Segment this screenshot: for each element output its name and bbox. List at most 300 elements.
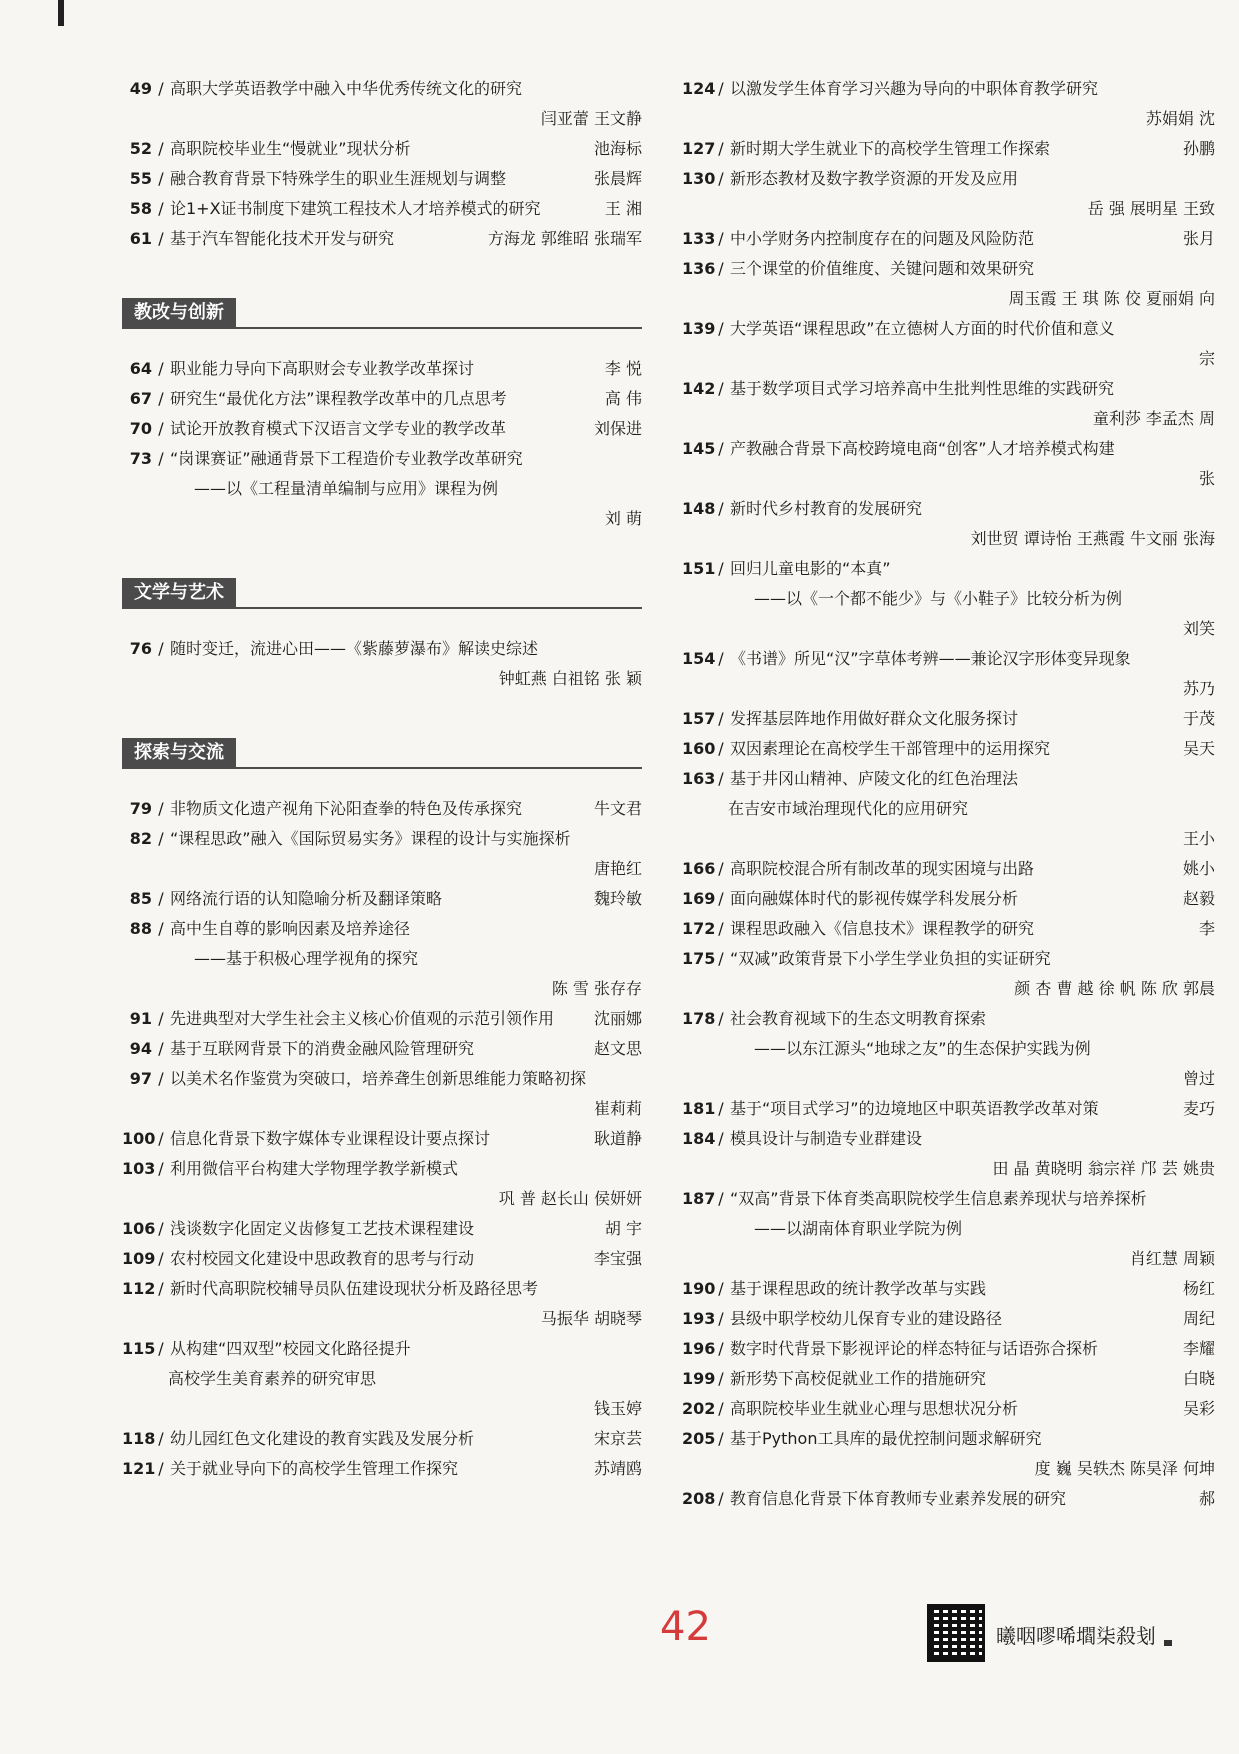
section-header-tansuo <box>122 738 642 778</box>
entry-page-number: 127 <box>682 139 716 158</box>
separator: / <box>158 1339 164 1358</box>
entry-page-number: 196 <box>682 1339 716 1358</box>
entry-authors: 赵毅 <box>1182 889 1215 908</box>
section-rule <box>122 607 642 609</box>
entry-title: 回归儿童电影的“本真” <box>730 559 891 578</box>
separator: / <box>718 739 724 758</box>
toc-entry <box>682 944 1197 974</box>
toc-entry <box>682 824 1215 854</box>
separator: / <box>718 1489 724 1508</box>
entry-page-number: 115 <box>122 1339 156 1358</box>
entry-authors: 宋京芸 <box>593 1429 642 1448</box>
toc-entry <box>682 374 1197 404</box>
entry-authors: 李 <box>1198 919 1215 938</box>
entry-page-number: 70 <box>129 419 152 438</box>
toc-entry <box>682 1394 1215 1424</box>
entry-title-continuation: 在吉安市域治理现代化的应用研究 <box>728 799 969 818</box>
entry-title: 双因素理论在高校学生干部管理中的运用探究 <box>730 739 1051 758</box>
entry-page-number: 67 <box>129 389 152 408</box>
separator: / <box>158 359 164 378</box>
entry-page-number: 97 <box>129 1069 152 1088</box>
toc-entry <box>682 284 1215 314</box>
entry-authors: 吴天 <box>1182 739 1215 758</box>
entry-authors: 刘笑 <box>1182 619 1215 638</box>
entry-title: 数字时代背景下影视评论的样态特征与话语弥合探析 <box>730 1339 1099 1358</box>
separator: / <box>158 889 164 908</box>
toc-entry <box>122 134 642 164</box>
entry-authors: 周玉霞 王 琪 陈 佼 夏丽娟 向 <box>1008 289 1215 308</box>
toc-entry <box>682 1064 1215 1094</box>
entry-authors: 李耀 <box>1182 1339 1215 1358</box>
separator: / <box>158 829 164 848</box>
entry-page-number: 88 <box>129 919 152 938</box>
toc-entry <box>122 1004 642 1034</box>
entry-authors: 吴彩 <box>1182 1399 1215 1418</box>
toc-entry <box>122 1184 642 1214</box>
toc-entry <box>122 444 642 474</box>
entry-page-number: 190 <box>682 1279 716 1298</box>
separator: / <box>718 709 724 728</box>
entry-title-continuation: ——以《工程量清单编制与应用》课程为例 <box>194 479 499 498</box>
toc-right-column <box>682 74 1215 1514</box>
entry-title: “岗课赛证”融通背景下工程造价专业教学改革研究 <box>170 449 523 468</box>
toc-entry <box>122 1394 642 1424</box>
separator: / <box>158 389 164 408</box>
separator: / <box>718 919 724 938</box>
entry-title-continuation: ——以湖南体育职业学院为例 <box>754 1219 963 1238</box>
toc-entry <box>682 434 1197 464</box>
entry-authors: 童利莎 李孟杰 周 <box>1092 409 1215 428</box>
toc-list-section1 <box>122 354 642 534</box>
entry-title: 基于汽车智能化技术开发与研究 <box>170 229 395 248</box>
entry-title: 以激发学生体育学习兴趣为导向的中职体育教学研究 <box>730 79 1099 98</box>
entry-title-continuation: 高校学生美育素养的研究审思 <box>168 1369 377 1388</box>
toc-entry <box>682 1094 1215 1124</box>
toc-entry <box>122 474 642 504</box>
toc-entry <box>122 824 642 854</box>
entry-page-number: 94 <box>129 1039 152 1058</box>
separator: / <box>718 379 724 398</box>
edge-tick <box>1164 1640 1172 1646</box>
toc-entry <box>122 1124 642 1154</box>
separator: / <box>158 169 164 188</box>
toc-entry <box>682 1214 1197 1244</box>
toc-entry <box>682 404 1215 434</box>
entry-authors: 张晨辉 <box>593 169 642 188</box>
toc-entry <box>682 1004 1197 1034</box>
entry-title: 基于互联网背景下的消费金融风险管理研究 <box>170 1039 475 1058</box>
separator: / <box>718 229 724 248</box>
toc-entry <box>682 734 1215 764</box>
toc-entry <box>122 854 642 884</box>
entry-authors: 刘世贸 谭诗怡 王燕霞 牛文丽 张海 <box>970 529 1215 548</box>
toc-entry <box>122 354 642 384</box>
entry-title: 新时期大学生就业下的高校学生管理工作探索 <box>730 139 1051 158</box>
entry-title: 利用微信平台构建大学物理学教学新模式 <box>170 1159 459 1178</box>
entry-page-number: 163 <box>682 769 716 788</box>
toc-entry <box>682 1124 1197 1154</box>
entry-title: “课程思政”融入《国际贸易实务》课程的设计与实施探析 <box>170 829 571 848</box>
entry-authors: 周纪 <box>1182 1309 1215 1328</box>
separator: / <box>158 199 164 218</box>
toc-entry <box>682 464 1215 494</box>
toc-entry <box>682 1034 1197 1064</box>
toc-entry <box>682 1484 1215 1514</box>
separator: / <box>718 259 724 278</box>
separator: / <box>158 1459 164 1478</box>
entry-authors: 度 巍 吴轶杰 陈昊泽 何坤 <box>1034 1459 1215 1478</box>
separator: / <box>718 1309 724 1328</box>
separator: / <box>718 949 724 968</box>
entry-page-number: 82 <box>129 829 152 848</box>
entry-page-number: 130 <box>682 169 716 188</box>
toc-entry <box>682 1274 1215 1304</box>
separator: / <box>718 1099 724 1118</box>
entry-page-number: 157 <box>682 709 716 728</box>
entry-title: 中小学财务内控制度存在的问题及风险防范 <box>730 229 1035 248</box>
entry-page-number: 136 <box>682 259 716 278</box>
entry-authors: 唐艳红 <box>593 859 642 878</box>
entry-authors: 高 伟 <box>604 389 642 408</box>
toc-entry <box>682 134 1215 164</box>
page-number: 42 <box>660 1604 711 1650</box>
toc-entry <box>682 884 1215 914</box>
separator: / <box>158 1039 164 1058</box>
entry-page-number: 112 <box>122 1279 156 1298</box>
entry-page-number: 205 <box>682 1429 716 1448</box>
separator: / <box>718 649 724 668</box>
entry-title: 新形态教材及数字教学资源的开发及应用 <box>730 169 1019 188</box>
separator: / <box>718 1189 724 1208</box>
entry-title: 《书谱》所见“汉”字草体考辨——兼论汉字形体变异现象 <box>730 649 1131 668</box>
entry-authors: 苏娟娟 沈 <box>1145 109 1215 128</box>
toc-entry <box>682 1334 1215 1364</box>
toc-entry <box>682 554 1197 584</box>
page-edge-mark <box>58 0 64 26</box>
section-title: 文学与艺术 <box>122 578 236 608</box>
entry-page-number: 55 <box>129 169 152 188</box>
toc-entry <box>682 794 1197 824</box>
toc-list-intro <box>122 74 642 254</box>
section-title: 教改与创新 <box>122 298 236 328</box>
entry-authors: 胡 宇 <box>604 1219 642 1238</box>
entry-title: 信息化背景下数字媒体专业课程设计要点探讨 <box>170 1129 491 1148</box>
toc-entry <box>682 1154 1215 1184</box>
toc-entry <box>122 164 642 194</box>
section-header-wenxue <box>122 578 642 618</box>
separator: / <box>718 319 724 338</box>
entry-page-number: 124 <box>682 79 716 98</box>
entry-authors: 陈 雪 张存存 <box>551 979 642 998</box>
entry-authors: 崔莉莉 <box>593 1099 642 1118</box>
toc-left-column <box>122 74 642 1484</box>
entry-page-number: 91 <box>129 1009 152 1028</box>
separator: / <box>158 1159 164 1178</box>
entry-authors: 牛文君 <box>593 799 642 818</box>
toc-entry <box>682 1184 1197 1214</box>
entry-authors: 钟虹燕 白祖铭 张 颖 <box>498 669 642 688</box>
separator: / <box>718 1399 724 1418</box>
entry-title: 职业能力导向下高职财会专业教学改革探讨 <box>170 359 475 378</box>
toc-entry <box>122 974 642 1004</box>
separator: / <box>158 1279 164 1298</box>
toc-entry <box>122 1244 642 1274</box>
separator: / <box>158 1069 164 1088</box>
toc-entry <box>682 194 1215 224</box>
toc-entry <box>682 224 1215 254</box>
entry-authors: 池海标 <box>593 139 642 158</box>
entry-page-number: 100 <box>122 1129 156 1148</box>
separator: / <box>718 1009 724 1028</box>
entry-authors: 岳 强 展明星 王致 <box>1087 199 1215 218</box>
toc-entry <box>122 384 642 414</box>
entry-authors: 白晓 <box>1182 1369 1215 1388</box>
entry-authors: 马振华 胡晓琴 <box>540 1309 642 1328</box>
entry-page-number: 181 <box>682 1099 716 1118</box>
entry-page-number: 160 <box>682 739 716 758</box>
entry-title: 浅谈数字化固定义齿修复工艺技术课程建设 <box>170 1219 475 1238</box>
entry-title: 融合教育背景下特殊学生的职业生涯规划与调整 <box>170 169 507 188</box>
entry-title: “双减”政策背景下小学生学业负担的实证研究 <box>730 949 1051 968</box>
entry-title: 论1+X证书制度下建筑工程技术人才培养模式的研究 <box>170 199 541 218</box>
toc-entry <box>122 1304 642 1334</box>
entry-page-number: 103 <box>122 1159 156 1178</box>
toc-entry <box>122 664 642 694</box>
toc-entry <box>682 644 1197 674</box>
separator: / <box>718 499 724 518</box>
separator: / <box>718 1129 724 1148</box>
entry-authors: 苏靖鸥 <box>593 1459 642 1478</box>
entry-title: 先进典型对大学生社会主义核心价值观的示范引领作用 <box>170 1009 555 1028</box>
entry-page-number: 202 <box>682 1399 716 1418</box>
toc-entry <box>682 764 1197 794</box>
entry-title: 试论开放教育模式下汉语言文学专业的教学改革 <box>170 419 507 438</box>
separator: / <box>158 419 164 438</box>
toc-entry <box>682 104 1215 134</box>
entry-authors: 赵文思 <box>593 1039 642 1058</box>
toc-entry <box>682 164 1197 194</box>
entry-title: 从构建“四双型”校园文化路径提升 <box>170 1339 411 1358</box>
toc-entry <box>122 1274 642 1304</box>
separator: / <box>158 639 164 658</box>
separator: / <box>158 79 164 98</box>
separator: / <box>158 1219 164 1238</box>
separator: / <box>158 1009 164 1028</box>
entry-page-number: 118 <box>122 1429 156 1448</box>
entry-page-number: 151 <box>682 559 716 578</box>
entry-page-number: 49 <box>129 79 152 98</box>
entry-title: 高职院校混合所有制改革的现实困境与出路 <box>730 859 1035 878</box>
separator: / <box>158 229 164 248</box>
toc-entry <box>682 1244 1215 1274</box>
entry-page-number: 121 <box>122 1459 156 1478</box>
entry-title-continuation: ——基于积极心理学视角的探究 <box>194 949 419 968</box>
toc-entry <box>682 1454 1215 1484</box>
entry-title: 基于课程思政的统计教学改革与实践 <box>730 1279 987 1298</box>
entry-title: 县级中职学校幼儿保育专业的建设路径 <box>730 1309 1003 1328</box>
entry-title: 高职大学英语教学中融入中华优秀传统文化的研究 <box>170 79 523 98</box>
section-header-jiaogai <box>122 298 642 338</box>
entry-title: 模具设计与制造专业群建设 <box>730 1129 923 1148</box>
entry-page-number: 52 <box>129 139 152 158</box>
entry-page-number: 199 <box>682 1369 716 1388</box>
separator: / <box>158 1129 164 1148</box>
entry-authors: 巩 普 赵长山 侯妍妍 <box>498 1189 642 1208</box>
toc-entry <box>682 254 1197 284</box>
section-rule <box>122 767 642 769</box>
toc-list-section3 <box>122 794 642 1484</box>
toc-entry <box>682 1364 1215 1394</box>
entry-title-continuation: ——以东江源头“地球之友”的生态保护实践为例 <box>754 1039 1091 1058</box>
entry-authors: 孙鹏 <box>1182 139 1215 158</box>
separator: / <box>718 559 724 578</box>
entry-page-number: 175 <box>682 949 716 968</box>
entry-title: 面向融媒体时代的影视传媒学科发展分析 <box>730 889 1019 908</box>
entry-authors: 田 晶 黄晓明 翁宗祥 邝 芸 姚贵 <box>992 1159 1215 1178</box>
separator: / <box>718 139 724 158</box>
entry-page-number: 142 <box>682 379 716 398</box>
toc-entry <box>122 504 642 534</box>
entry-title: “双高”背景下体育类高职院校学生信息素养现状与培养探析 <box>730 1189 1147 1208</box>
entry-page-number: 139 <box>682 319 716 338</box>
entry-authors: 钱玉婷 <box>593 1399 642 1418</box>
toc-entry <box>682 704 1215 734</box>
toc-entry <box>122 1424 642 1454</box>
entry-page-number: 172 <box>682 919 716 938</box>
toc-entry <box>682 614 1215 644</box>
toc-entry <box>122 1094 642 1124</box>
separator: / <box>718 889 724 908</box>
entry-title: 新时代高职院校辅导员队伍建设现状分析及路径思考 <box>170 1279 539 1298</box>
separator: / <box>158 449 164 468</box>
entry-title: 大学英语“课程思政”在立德树人方面的时代价值和意义 <box>730 319 1115 338</box>
toc-entry <box>122 794 642 824</box>
entry-authors: 耿道静 <box>593 1129 642 1148</box>
qr-code-icon <box>927 1604 985 1662</box>
entry-page-number: 148 <box>682 499 716 518</box>
entry-authors: 郝 <box>1198 1489 1215 1508</box>
entry-title: 新形势下高校促就业工作的措施研究 <box>730 1369 987 1388</box>
entry-title: 网络流行语的认知隐喻分析及翻译策略 <box>170 889 443 908</box>
separator: / <box>718 1369 724 1388</box>
entry-authors: 魏玲敏 <box>593 889 642 908</box>
entry-page-number: 184 <box>682 1129 716 1148</box>
toc-entry <box>122 1214 642 1244</box>
separator: / <box>718 1429 724 1448</box>
toc-entry <box>682 494 1197 524</box>
separator: / <box>158 1249 164 1268</box>
separator: / <box>718 169 724 188</box>
section-rule <box>122 327 642 329</box>
entry-authors: 刘 萌 <box>604 509 642 528</box>
entry-authors: 于茂 <box>1182 709 1215 728</box>
separator: / <box>718 769 724 788</box>
entry-title: 高职院校毕业生就业心理与思想状况分析 <box>730 1399 1019 1418</box>
entry-page-number: 145 <box>682 439 716 458</box>
entry-authors: 肖红慧 周颖 <box>1129 1249 1215 1268</box>
entry-title: 基于井冈山精神、庐陵文化的红色治理法 <box>730 769 1019 788</box>
entry-authors: 沈丽娜 <box>593 1009 642 1028</box>
entry-page-number: 154 <box>682 649 716 668</box>
entry-authors: 苏乃 <box>1182 679 1215 698</box>
toc-entry <box>682 344 1215 374</box>
toc-entry <box>122 1154 642 1184</box>
entry-page-number: 106 <box>122 1219 156 1238</box>
entry-authors: 宗 <box>1198 349 1215 368</box>
toc-list-section2 <box>122 634 642 694</box>
toc-entry <box>122 74 642 104</box>
entry-page-number: 178 <box>682 1009 716 1028</box>
separator: / <box>718 1339 724 1358</box>
entry-page-number: 85 <box>129 889 152 908</box>
toc-entry <box>122 1064 642 1094</box>
toc-entry <box>682 914 1215 944</box>
entry-authors: 张月 <box>1182 229 1215 248</box>
entry-page-number: 166 <box>682 859 716 878</box>
entry-page-number: 58 <box>129 199 152 218</box>
toc-entry <box>122 1334 642 1364</box>
entry-page-number: 61 <box>129 229 152 248</box>
entry-authors: 麦巧 <box>1182 1099 1215 1118</box>
toc-entry <box>682 1304 1215 1334</box>
entry-title: 基于“项目式学习”的边境地区中职英语教学改革对策 <box>730 1099 1099 1118</box>
toc-entry <box>122 414 642 444</box>
brand-text: 曦咽嘐唏壛柒殺刬 <box>996 1624 1156 1648</box>
toc-entry <box>682 584 1197 614</box>
separator: / <box>718 79 724 98</box>
entry-authors: 王小 <box>1182 829 1215 848</box>
toc-entry <box>682 524 1215 554</box>
entry-authors: 李宝强 <box>593 1249 642 1268</box>
toc-entry <box>682 314 1197 344</box>
entry-title: 发挥基层阵地作用做好群众文化服务探讨 <box>730 709 1019 728</box>
entry-title: 幼儿园红色文化建设的教育实践及发展分析 <box>170 1429 475 1448</box>
toc-entry <box>122 1454 642 1484</box>
toc-entry <box>122 914 642 944</box>
entry-page-number: 79 <box>129 799 152 818</box>
entry-authors: 方海龙 郭维昭 张瑞军 <box>487 229 642 248</box>
entry-authors: 李 悦 <box>604 359 642 378</box>
toc-list-right <box>682 74 1215 1514</box>
entry-title: 教育信息化背景下体育教师专业素养发展的研究 <box>730 1489 1067 1508</box>
entry-authors: 王 湘 <box>604 199 642 218</box>
toc-entry <box>122 104 642 134</box>
separator: / <box>158 139 164 158</box>
entry-authors: 姚小 <box>1182 859 1215 878</box>
entry-title: 高职院校毕业生“慢就业”现状分析 <box>170 139 411 158</box>
toc-entry <box>682 854 1215 884</box>
entry-page-number: 73 <box>129 449 152 468</box>
toc-entry <box>682 674 1215 704</box>
entry-title: 新时代乡村教育的发展研究 <box>730 499 923 518</box>
entry-title: 非物质文化遗产视角下沁阳查拳的特色及传承探究 <box>170 799 523 818</box>
entry-page-number: 208 <box>682 1489 716 1508</box>
entry-authors: 杨红 <box>1182 1279 1215 1298</box>
toc-entry <box>122 884 642 914</box>
entry-authors: 张 <box>1198 469 1215 488</box>
entry-title: 基于Python工具库的最优控制问题求解研究 <box>730 1429 1042 1448</box>
entry-page-number: 193 <box>682 1309 716 1328</box>
entry-page-number: 133 <box>682 229 716 248</box>
section-title: 探索与交流 <box>122 738 236 768</box>
entry-title: 以美术名作鉴赏为突破口，培养聋生创新思维能力策略初探 <box>170 1069 587 1088</box>
entry-title: 高中生自尊的影响因素及培养途径 <box>170 919 411 938</box>
entry-title: 产教融合背景下高校跨境电商“创客”人才培养模式构建 <box>730 439 1115 458</box>
entry-title: 农村校园文化建设中思政教育的思考与行动 <box>170 1249 475 1268</box>
separator: / <box>158 799 164 818</box>
entry-page-number: 76 <box>129 639 152 658</box>
entry-title-continuation: ——以《一个都不能少》与《小鞋子》比较分析为例 <box>754 589 1123 608</box>
